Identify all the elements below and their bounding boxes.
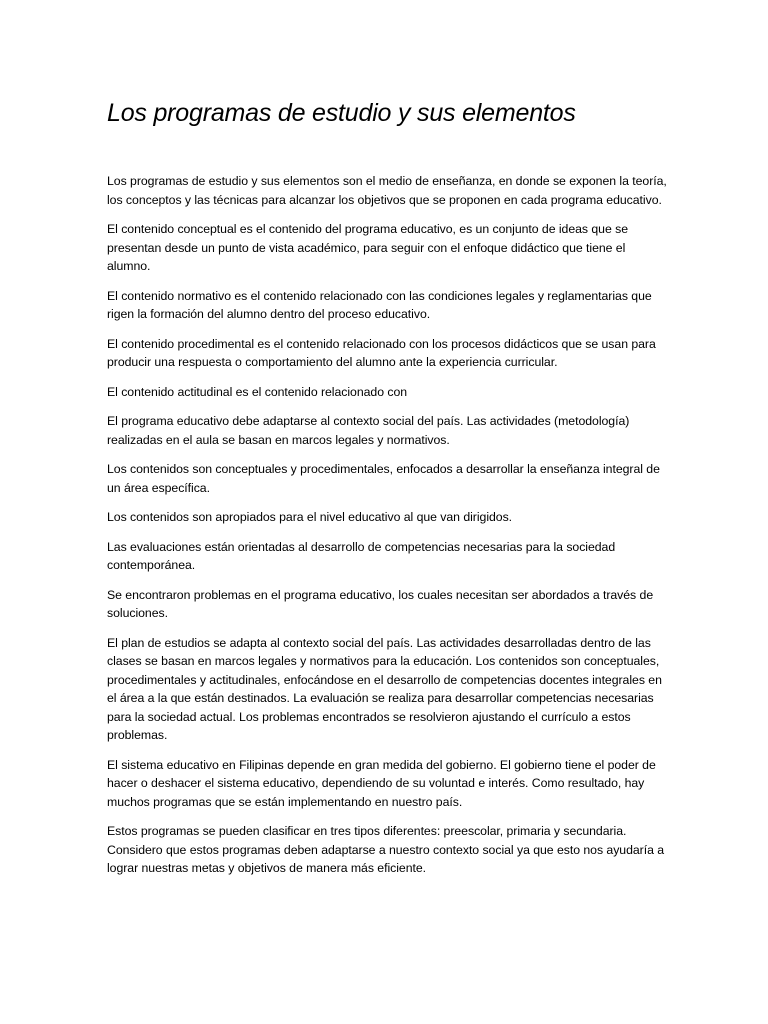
paragraph-problemas: Se encontraron problemas en el programa educativo, los cuales necesitan ser abordados a través de soluciones.: [107, 587, 654, 620]
paragraph-plan-de-estudios: El plan de estudios se adapta al contexto social del país. Las actividades desarrolladas dentro de las clases se basan en marcos legales y normativos para la educación. Los contenidos son conceptuales, procedimentales y actitudinales, enfocándose en el desarrollo de competencias docentes integrales en el área a la que están destinados. La evaluación se realiza para desarrollar competencias necesarias para la sociedad actual. Los problemas encontrados se resolvieron ajustando el currículo a estos problemas.: [107, 635, 662, 742]
paragraph-contenido-normativo: El contenido normativo es el contenido relacionado con las condiciones legales y reglamentarias que rigen la formación del alumno dentro del proceso educativo.: [107, 288, 652, 321]
paragraph-contenidos-tipos: Los contenidos son conceptuales y procedimentales, enfocados a desarrollar la enseñanza integral de un área específica.: [107, 462, 660, 495]
paragraph-evaluaciones: Las evaluaciones están orientadas al desarrollo de competencias necesarias para la sociedad contemporánea.: [107, 539, 616, 572]
paragraph-contexto-social: El programa educativo debe adaptarse al contexto social del país. Las actividades (metodología) realizadas en el aula se basan en marcos legales y normativos.: [107, 414, 630, 447]
paragraph-contenido-procedimental: El contenido procedimental es el contenido relacionado con los procesos didácticos que se usan para producir una respuesta o comportamiento del alumno ante la experiencia curricular.: [107, 336, 656, 369]
paragraph-contenido-conceptual: El contenido conceptual es el contenido del programa educativo, es un conjunto de ideas que se presentan desde un punto de vista académico, para seguir con el enfoque didáctico que tiene el alumno.: [107, 222, 629, 273]
paragraph-clasificacion: Estos programas se pueden clasificar en tres tipos diferentes: preescolar, primaria y secundaria. Considero que estos programas deben adaptarse a nuestro contexto social ya que esto nos ayudaría a lograr nuestras metas y objetivos de manera más eficiente.: [107, 824, 665, 875]
paragraph-contenidos-apropiados: Los contenidos son apropiados para el nivel educativo al que van dirigidos.: [107, 510, 513, 524]
paragraph-contenido-actitudinal: El contenido actitudinal es el contenido relacionado con: [107, 384, 408, 399]
paragraph-intro: Los programas de estudio y sus elementos son el medio de enseñanza, en donde se exponen la teoría, los conceptos y las técnicas para alcanzar los objetivos que se proponen en cada programa educativo.: [107, 174, 667, 207]
paragraph-sistema-filipinas: El sistema educativo en Filipinas depende en gran medida del gobierno. El gobierno tiene el poder de hacer o deshacer el sistema educativo, dependiendo de su voluntad e interés. Como resultado, hay muchos programas que se están implementando en nuestro país.: [107, 757, 656, 809]
document-title: Los programas de estudio y sus elementos: [107, 99, 576, 127]
document-body: [107, 96, 667, 889]
